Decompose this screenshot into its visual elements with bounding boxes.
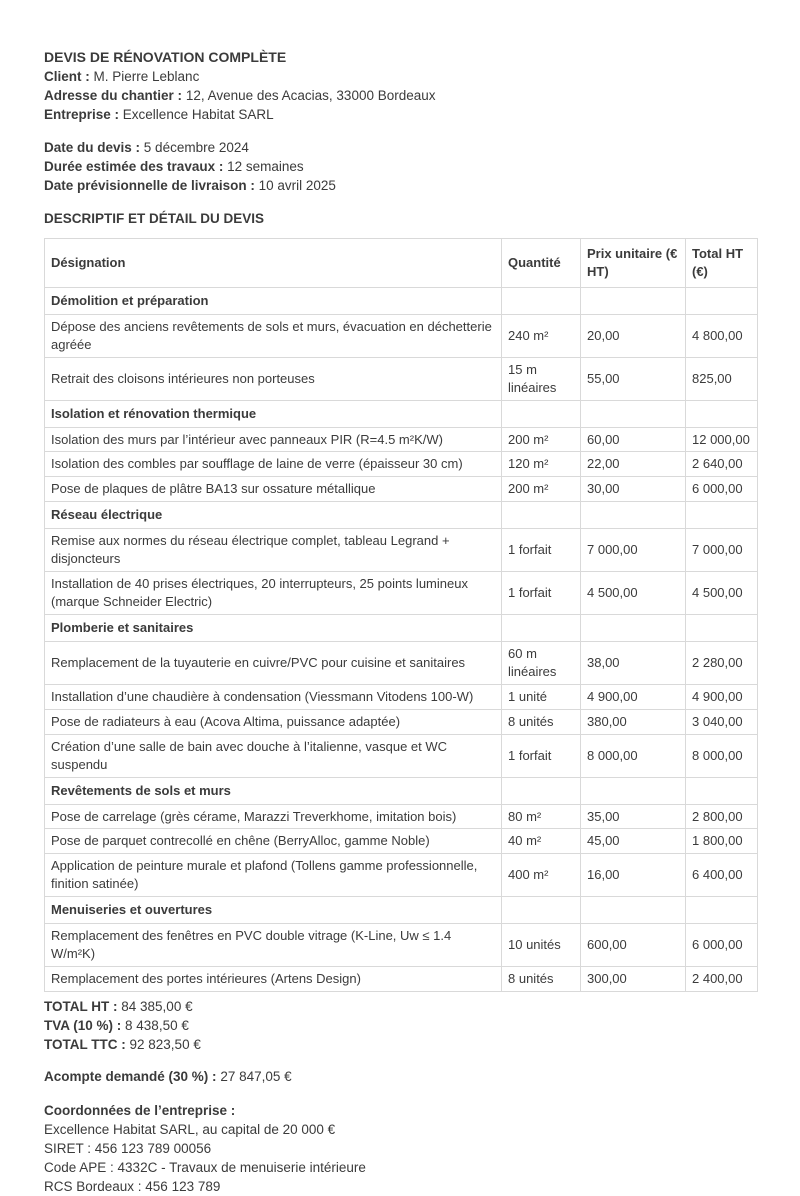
totals-block [44,997,757,1054]
dates-block [44,138,757,195]
total-cell: 4 500,00 [686,572,758,615]
table-header-row [45,239,758,288]
total-cell: 2 400,00 [686,967,758,992]
unit-price-cell: 380,00 [581,709,686,734]
column-header-total: Total HT (€) [686,239,758,288]
company-name-line: Excellence Habitat SARL, au capital de 20 000 € [44,1122,336,1137]
duration-line [44,157,757,176]
unit-price-cell: 45,00 [581,829,686,854]
delivery-date-line [44,176,757,195]
column-header-quantity: Quantité [502,239,581,288]
quote-date-value: 5 décembre 2024 [143,140,249,155]
total-cell: 825,00 [686,357,758,400]
designation-cell: Installation de 40 prises électriques, 20 interrupteurs, 25 points lumineux (marque Schneider Electric) [45,572,502,615]
table-section-row [45,287,758,314]
unit-price-cell [581,615,686,642]
total-ttc-line [44,1035,757,1054]
total-ht-label: TOTAL HT : [44,999,118,1014]
unit-price-cell: 55,00 [581,357,686,400]
quantity-cell [502,287,581,314]
designation-cell: Remise aux normes du réseau électrique complet, tableau Legrand + disjoncteurs [45,529,502,572]
total-cell: 6 000,00 [686,477,758,502]
quantity-cell: 15 m linéaires [502,357,581,400]
table-item-row [45,452,758,477]
delivery-date-label: Date prévisionnelle de livraison : [44,178,255,193]
total-cell [686,287,758,314]
quantity-cell: 60 m linéaires [502,641,581,684]
unit-price-cell: 35,00 [581,804,686,829]
quantity-cell: 40 m² [502,829,581,854]
designation-cell: Application de peinture murale et plafond (Tollens gamme professionnelle, finition satinée) [45,854,502,897]
quantity-cell [502,897,581,924]
total-ht-value: 84 385,00 € [121,999,193,1014]
company-rcs-line: RCS Bordeaux : 456 123 789 [44,1179,221,1194]
designation-cell: Pose de radiateurs à eau (Acova Altima, puissance adaptée) [45,709,502,734]
table-section-row [45,897,758,924]
quantity-cell: 240 m² [502,314,581,357]
quantity-cell: 200 m² [502,477,581,502]
client-info-block [44,67,757,124]
quantity-cell: 8 unités [502,967,581,992]
table-item-row [45,709,758,734]
total-cell: 3 040,00 [686,709,758,734]
designation-cell: Isolation des combles par soufflage de laine de verre (épaisseur 30 cm) [45,452,502,477]
unit-price-cell [581,897,686,924]
designation-cell: Menuiseries et ouvertures [45,897,502,924]
unit-price-cell: 7 000,00 [581,529,686,572]
total-cell: 7 000,00 [686,529,758,572]
devis-table [44,238,758,992]
site-address-label: Adresse du chantier : [44,88,183,103]
quantity-cell: 400 m² [502,854,581,897]
contractor-value: Excellence Habitat SARL [122,107,274,122]
total-cell [686,502,758,529]
total-cell: 6 400,00 [686,854,758,897]
designation-cell: Pose de parquet contrecollé en chêne (BerryAlloc, gamme Noble) [45,829,502,854]
designation-cell: Isolation et rénovation thermique [45,400,502,427]
deposit-line [44,1067,757,1086]
tva-line [44,1016,757,1035]
table-item-row [45,641,758,684]
unit-price-cell [581,400,686,427]
contractor-label: Entreprise : [44,107,120,122]
unit-price-cell: 20,00 [581,314,686,357]
designation-cell: Revêtements de sols et murs [45,777,502,804]
total-cell: 2 640,00 [686,452,758,477]
quantity-cell: 120 m² [502,452,581,477]
site-address-line [44,86,757,105]
table-item-row [45,684,758,709]
total-cell [686,777,758,804]
total-cell: 12 000,00 [686,427,758,452]
table-section-row [45,777,758,804]
designation-cell: Plomberie et sanitaires [45,615,502,642]
designation-cell: Remplacement de la tuyauterie en cuivre/PVC pour cuisine et sanitaires [45,641,502,684]
company-details-block [44,1101,757,1196]
unit-price-cell: 4 500,00 [581,572,686,615]
unit-price-cell [581,287,686,314]
company-siret-line: SIRET : 456 123 789 00056 [44,1141,212,1156]
quantity-cell [502,615,581,642]
designation-cell: Dépose des anciens revêtements de sols et murs, évacuation en déchetterie agréée [45,314,502,357]
unit-price-cell: 30,00 [581,477,686,502]
quantity-cell: 8 unités [502,709,581,734]
table-item-row [45,529,758,572]
total-cell: 1 800,00 [686,829,758,854]
quantity-cell: 1 forfait [502,529,581,572]
total-ttc-label: TOTAL TTC : [44,1037,126,1052]
table-item-row [45,829,758,854]
quantity-cell [502,400,581,427]
table-item-row [45,427,758,452]
designation-cell: Isolation des murs par l’intérieur avec panneaux PIR (R=4.5 m²K/W) [45,427,502,452]
quantity-cell [502,502,581,529]
table-item-row [45,314,758,357]
unit-price-cell: 38,00 [581,641,686,684]
unit-price-cell [581,777,686,804]
total-cell [686,615,758,642]
quantity-cell: 1 forfait [502,734,581,777]
table-item-row [45,967,758,992]
duration-value: 12 semaines [227,159,304,174]
quantity-cell [502,777,581,804]
unit-price-cell: 4 900,00 [581,684,686,709]
total-ht-line [44,997,757,1016]
total-cell [686,400,758,427]
company-heading: Coordonnées de l’entreprise : [44,1103,236,1118]
detail-section-title: DESCRIPTIF ET DÉTAIL DU DEVIS [44,211,265,226]
page-title: DEVIS DE RÉNOVATION COMPLÈTE [44,49,287,65]
designation-cell: Création d’une salle de bain avec douche à l’italienne, vasque et WC suspendu [45,734,502,777]
unit-price-cell: 300,00 [581,967,686,992]
table-item-row [45,477,758,502]
column-header-unit-price: Prix unitaire (€ HT) [581,239,686,288]
total-ttc-value: 92 823,50 € [129,1037,201,1052]
unit-price-cell [581,502,686,529]
unit-price-cell: 22,00 [581,452,686,477]
quote-date-line [44,138,757,157]
table-section-row [45,400,758,427]
unit-price-cell: 8 000,00 [581,734,686,777]
designation-cell: Pose de carrelage (grès cérame, Marazzi Treverkhome, imitation bois) [45,804,502,829]
designation-cell: Remplacement des fenêtres en PVC double vitrage (K-Line, Uw ≤ 1.4 W/m²K) [45,924,502,967]
table-item-row [45,572,758,615]
client-line [44,67,757,86]
total-cell: 2 800,00 [686,804,758,829]
table-item-row [45,734,758,777]
designation-cell: Retrait des cloisons intérieures non porteuses [45,357,502,400]
client-label: Client : [44,69,90,84]
table-section-row [45,502,758,529]
devis-table-body [45,287,758,991]
contractor-line [44,105,757,124]
delivery-date-value: 10 avril 2025 [258,178,336,193]
table-item-row [45,924,758,967]
table-section-row [45,615,758,642]
designation-cell: Remplacement des portes intérieures (Artens Design) [45,967,502,992]
designation-cell: Réseau électrique [45,502,502,529]
unit-price-cell: 600,00 [581,924,686,967]
tva-label: TVA (10 %) : [44,1018,122,1033]
unit-price-cell: 16,00 [581,854,686,897]
column-header-designation: Désignation [45,239,502,288]
site-address-value: 12, Avenue des Acacias, 33000 Bordeaux [185,88,436,103]
quantity-cell: 80 m² [502,804,581,829]
deposit-value: 27 847,05 € [220,1069,292,1084]
table-item-row [45,854,758,897]
quote-date-label: Date du devis : [44,140,141,155]
devis-table-head [45,239,758,288]
table-item-row [45,804,758,829]
total-cell: 8 000,00 [686,734,758,777]
designation-cell: Démolition et préparation [45,287,502,314]
designation-cell: Installation d’une chaudière à condensation (Viessmann Vitodens 100-W) [45,684,502,709]
unit-price-cell: 60,00 [581,427,686,452]
total-cell: 6 000,00 [686,924,758,967]
quantity-cell: 1 forfait [502,572,581,615]
total-cell: 4 800,00 [686,314,758,357]
quantity-cell: 10 unités [502,924,581,967]
tva-value: 8 438,50 € [125,1018,189,1033]
designation-cell: Pose de plaques de plâtre BA13 sur ossature métallique [45,477,502,502]
client-value: M. Pierre Leblanc [93,69,200,84]
table-item-row [45,357,758,400]
quantity-cell: 1 unité [502,684,581,709]
duration-label: Durée estimée des travaux : [44,159,224,174]
total-cell: 2 280,00 [686,641,758,684]
quantity-cell: 200 m² [502,427,581,452]
total-cell [686,897,758,924]
deposit-label: Acompte demandé (30 %) : [44,1069,217,1084]
company-ape-line: Code APE : 4332C - Travaux de menuiserie intérieure [44,1160,366,1175]
total-cell: 4 900,00 [686,684,758,709]
